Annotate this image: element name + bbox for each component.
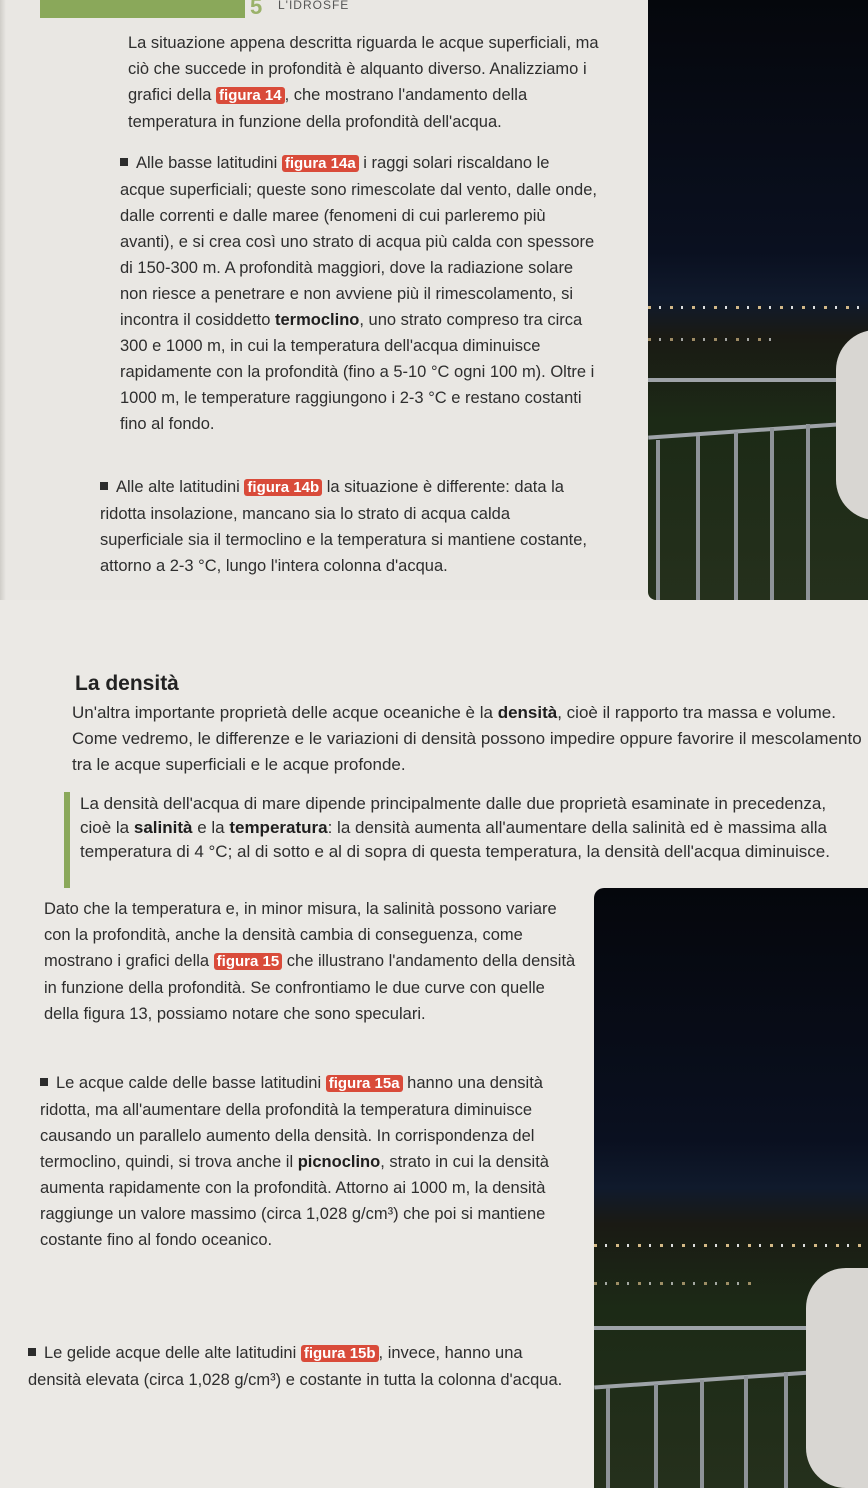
figure-reference[interactable]: figura 14b <box>244 479 322 496</box>
bullet-icon <box>40 1078 48 1086</box>
railing-post <box>734 432 738 600</box>
city-lights <box>594 1282 758 1285</box>
railing-bar <box>648 420 868 439</box>
density-intro: Un'altra importante proprietà delle acque oceaniche è la densità, cioè il rapporto tra massa e volume. Come vedremo, le differenze e le variazioni di densità possono impedire oppure favorire il mescolamento tra le acque superficiali e le acque profonde. <box>72 703 862 774</box>
term-termoclino: termoclino <box>275 311 360 329</box>
chapter-number: 5 <box>250 0 263 19</box>
term-densita: densità <box>497 703 558 722</box>
bullet-cold-waters: Le gelide acque delle alte latitudini figura 15b , invece, hanno una densità elevata (circa 1,028 g/cm³) e costante in tutta la colonna d'acqua. <box>28 1344 563 1389</box>
person-hoodie <box>806 1268 868 1488</box>
bullet-icon <box>28 1348 36 1356</box>
figure-reference[interactable]: figura 15a <box>326 1075 403 1092</box>
railing-post <box>700 1380 704 1488</box>
night-photo-bottom <box>594 888 868 1488</box>
chapter-title: L'IDROSFE <box>278 0 350 12</box>
figure-reference[interactable]: figura 14 <box>216 87 285 104</box>
figure-reference[interactable]: figura 15 <box>214 953 283 970</box>
figure-reference[interactable]: figura 15b <box>301 1345 379 1362</box>
railing-bar <box>648 378 868 382</box>
railing-post <box>770 428 774 600</box>
city-lights <box>648 306 868 309</box>
night-photo-top <box>648 0 868 600</box>
term-picnoclino: picnoclino <box>297 1153 381 1171</box>
railing-post <box>606 1388 610 1488</box>
railing-post <box>696 436 700 600</box>
density-highlight: La densità dell'acqua di mare dipende principalmente dalle due proprietà esaminate in precedenza, cioè la salinità e la temperatura: la densità aumenta all'aumentare della salinità ed è massima alla temperatura di 4 °C; al di sotto e al di sopra di questa temperatura, la densità dell'acqua diminuisce. <box>80 794 830 861</box>
railing-post <box>654 1384 658 1488</box>
railing-post <box>784 1372 788 1488</box>
figure-reference[interactable]: figura 14a <box>282 155 359 172</box>
bullet-icon <box>120 158 128 166</box>
bullet-low-latitudes: Alle basse latitudini figura 14a i raggi solari riscaldano le acque superficiali; queste sono rimescolate dal vento, dalle onde, dalle correnti e dalle maree (fenomeni di cui parleremo più avanti), e si crea così uno strato di acqua più calda con spessore di 150-300 m. A profondità maggiori, dove la radiazione solare non riesce a penetrare e non avviene più il rimescolamento, si incontra il cosiddetto termoclino, uno strato compreso tra circa 300 e 1000 m, in cui la temperatura dell'acqua diminuisce rapidamente con la profondità (fino a 5-10 °C ogni 100 m). Oltre i 1000 m, le temperature raggiungono i 2-3 °C e restano costanti fino al fondo. <box>120 154 597 433</box>
railing-post <box>656 440 660 600</box>
page-spine-shadow <box>0 0 6 600</box>
railing-post <box>806 424 810 600</box>
person-hoodie <box>836 330 868 520</box>
bullet-warm-waters: Le acque calde delle basse latitudini figura 15a hanno una densità ridotta, ma all'aumentare della profondità la temperatura diminuisce causando un parallelo aumento della densità. In corrispondenza del termoclino, quindi, si trova anche il picnoclino, strato in cui la densità aumenta rapidamente con la profondità. Attorno ai 1000 m, la densità raggiunge un valore massimo (circa 1,028 g/cm³) che poi si mantiene costante fino al fondo oceanico. <box>40 1074 549 1249</box>
section-heading: La densità <box>75 672 179 695</box>
city-lights <box>648 338 780 341</box>
bullet-high-latitudes: Alle alte latitudini figura 14b la situazione è differente: data la ridotta insolazione, mancano sia lo strato di acqua calda superficiale sia il termoclino e la temperatura si mantiene costante, attorno a 2-3 °C, lungo l'intera colonna d'acqua. <box>100 478 587 575</box>
bullet-icon <box>100 482 108 490</box>
intro-paragraph: La situazione appena descritta riguarda le acque superficiali, ma ciò che succede in profondità è alquanto diverso. Analizziamo i grafici della figura 14 , che mostrano l'andamento della temperatura in funzione della profondità dell'acqua. <box>128 34 599 131</box>
highlight-accent-bar <box>64 792 70 888</box>
term-temperatura: temperatura <box>229 818 328 837</box>
term-salinita: salinità <box>133 818 193 837</box>
city-lights <box>594 1244 868 1247</box>
railing-post <box>744 1376 748 1488</box>
density-paragraph-2: Dato che la temperatura e, in minor misura, la salinità possono variare con la profondità, anche la densità cambia di conseguenza, come mostrano i grafici della figura 15 che illustrano l'andamento della densità in funzione della profondità. Se confrontiamo le due curve con quelle della figura 13, possiamo notare che sono speculari. <box>44 900 576 1023</box>
chapter-color-bar <box>40 0 245 18</box>
